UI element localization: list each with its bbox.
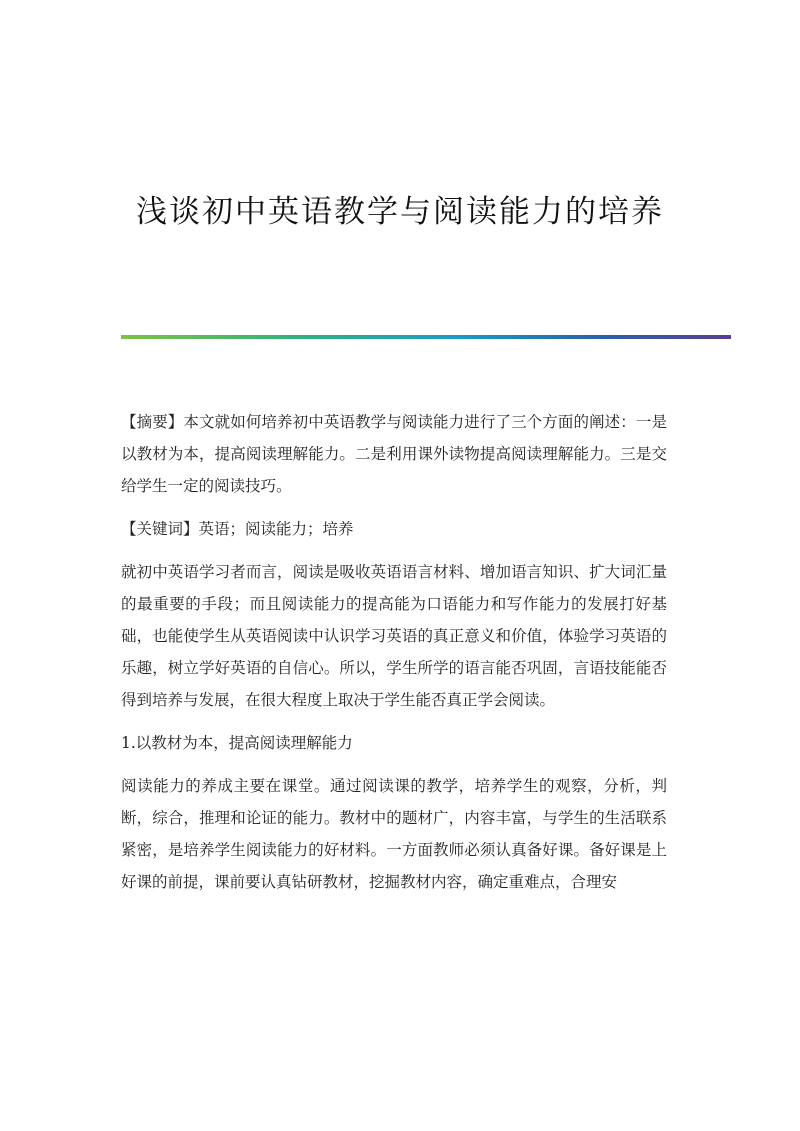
keywords-label: 【关键词】 — [121, 520, 199, 538]
keywords-paragraph — [121, 513, 667, 545]
abstract-label: 【摘要】 — [121, 413, 184, 431]
section-1-heading: 1.以教材为本，提高阅读理解能力 — [121, 734, 353, 752]
title-divider — [121, 335, 731, 339]
document-body — [121, 406, 667, 909]
section-1-paragraph: 阅读能力的养成主要在课堂。通过阅读课的教学，培养学生的观察，分析，判断，综合，推理和论证的能力。教材中的题材广，内容丰富，与学生的生活联系紧密，是培养学生阅读能力的好材料。一方面教师必须认真备好课。备好课是上好课的前提，课前要认真钻研教材，挖掘教材内容，确定重难点，合理安 — [121, 777, 667, 891]
keywords-text: 英语；阅读能力；培养 — [198, 520, 354, 538]
intro-paragraph: 就初中英语学习者而言，阅读是吸收英语语言材料、增加语言知识、扩大词汇量的最重要的手段；而且阅读能力的提高能为口语能力和写作能力的发展打好基础，也能使学生从英语阅读中认识学习英语的真正意义和价值，体验学习英语的乐趣，树立学好英语的自信心。所以，学生所学的语言能否巩固，言语技能能否得到培养与发展，在很大程度上取决于学生能否真正学会阅读。 — [121, 563, 667, 709]
abstract-paragraph — [121, 406, 667, 502]
document-title: 浅谈初中英语教学与阅读能力的培养 — [136, 194, 664, 230]
abstract-text: 本文就如何培养初中英语教学与阅读能力进行了三个方面的阐述：一是以教材为本，提高阅读理解能力。二是利用课外读物提高阅读理解能力。三是交给学生一定的阅读技巧。 — [121, 413, 667, 495]
